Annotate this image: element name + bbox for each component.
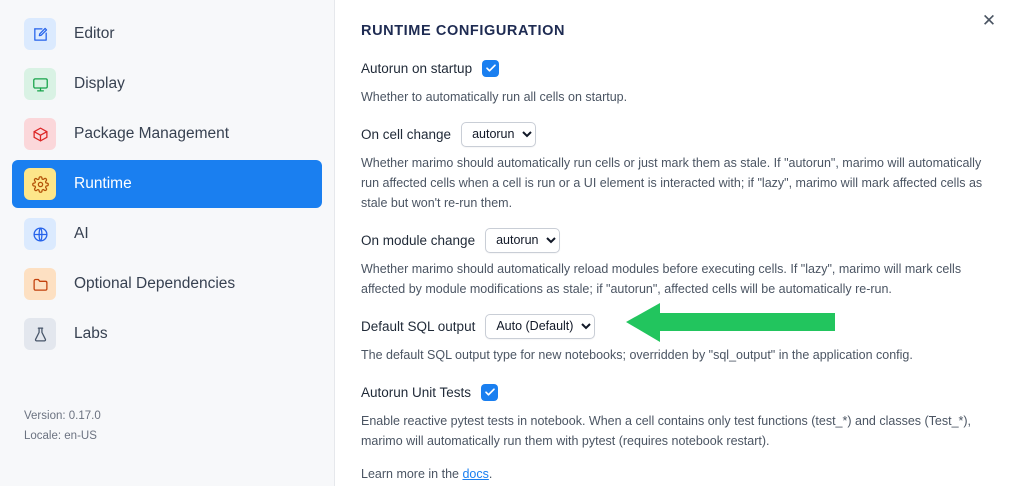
learn-more-text (361, 467, 984, 481)
sidebar-item-label: Editor (74, 25, 115, 42)
sidebar-item-display[interactable] (12, 60, 322, 108)
sidebar-item-ai[interactable] (12, 210, 322, 258)
setting-description: The default SQL output type for new notebooks; overridden by "sql_output" in the application config. (361, 348, 913, 362)
setting-label: On cell change (361, 126, 452, 142)
setting-on-cell-change (361, 121, 984, 213)
pencil-square-icon (24, 18, 56, 50)
sidebar-item-label: Package Management (74, 125, 230, 142)
sparkle-globe-icon (24, 218, 56, 250)
setting-description: Enable reactive pytest tests in notebook. When a cell contains only test functions (test_*) and classes (Test_*), marimo will automatically run them with pytest (requires notebook restart). (361, 414, 972, 448)
setting-label: On module change (361, 232, 476, 248)
flask-icon (24, 318, 56, 350)
setting-on-module-change (361, 227, 984, 299)
sidebar-nav (0, 10, 334, 358)
sidebar-item-label: Display (74, 75, 125, 92)
sidebar-item-package-management[interactable] (12, 110, 322, 158)
setting-description: Whether marimo should automatically run cells or just mark them as stale. If "autorun", marimo will automatically run affected cells when a cell is run or a UI element is interacted with; if "lazy", marimo will mark affected cells as stale but won't re-run them. (361, 156, 983, 210)
setting-default-sql-output (361, 313, 984, 365)
folder-icon (24, 268, 56, 300)
sidebar-item-runtime[interactable] (12, 160, 322, 208)
sidebar-item-label: Optional Dependencies (74, 275, 236, 292)
setting-label: Autorun Unit Tests (361, 384, 472, 400)
setting-autorun-unit-tests (361, 379, 984, 451)
setting-label: Default SQL output (361, 318, 476, 334)
page-title: RUNTIME CONFIGURATION (361, 23, 566, 39)
setting-description: Whether to automatically run all cells on startup. (361, 90, 628, 104)
version-text: Version: 0.17.0 (24, 410, 101, 422)
learn-more-prefix: Learn more in the (361, 467, 463, 481)
on-module-change-select[interactable] (485, 228, 560, 253)
on-cell-change-select[interactable] (461, 122, 536, 147)
box-icon (24, 118, 56, 150)
autorun-on-startup-checkbox[interactable] (482, 60, 499, 77)
settings-main-panel (335, 0, 1014, 486)
setting-label: Autorun on startup (361, 60, 473, 76)
sidebar-item-labs[interactable] (12, 310, 322, 358)
learn-more-suffix: . (488, 467, 493, 481)
sidebar-item-label: AI (74, 225, 89, 242)
sidebar-item-optional-dependencies[interactable] (12, 260, 322, 308)
sidebar-item-editor[interactable] (12, 10, 322, 58)
setting-autorun-on-startup (361, 55, 984, 107)
setting-description: Whether marimo should automatically reload modules before executing cells. If "lazy", marimo will mark cells affected by module modifications as stale; if "autorun", affected cells will be automatically re-run. (361, 262, 962, 296)
monitor-icon (24, 68, 56, 100)
default-sql-output-select[interactable] (485, 314, 595, 339)
sidebar-item-label: Labs (74, 325, 108, 342)
close-icon[interactable]: ✕ (981, 10, 997, 30)
locale-text: Locale: en-US (24, 430, 97, 442)
settings-sidebar (0, 0, 335, 486)
docs-link[interactable]: docs (462, 467, 489, 481)
sidebar-footer (24, 406, 101, 446)
gear-icon (24, 168, 56, 200)
autorun-unit-tests-checkbox[interactable] (481, 384, 498, 401)
sidebar-item-label: Runtime (74, 175, 132, 192)
